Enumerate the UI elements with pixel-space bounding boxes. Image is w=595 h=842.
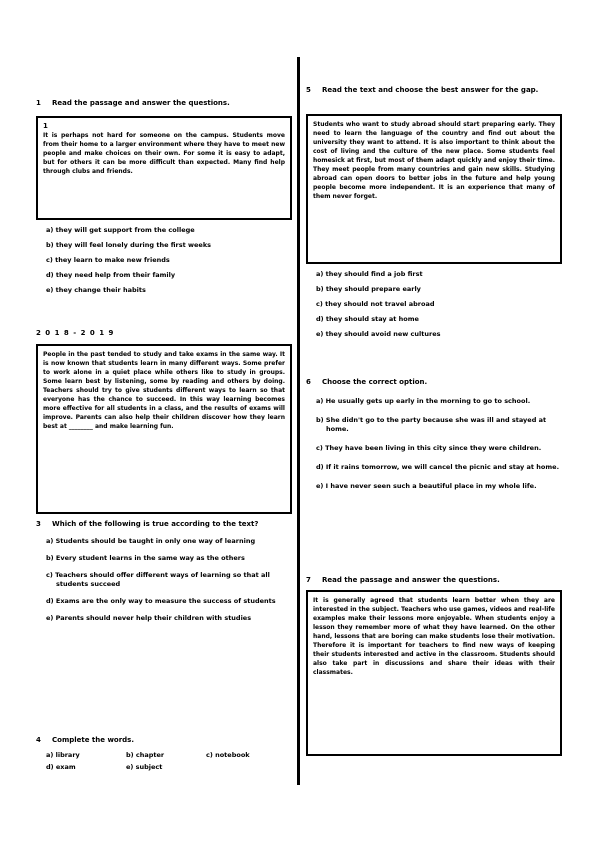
question-text: Choose the correct option.: [322, 378, 428, 386]
question-number: 6: [306, 378, 311, 386]
question-7-title: [306, 576, 562, 585]
passage-text: It is generally agreed that students learn better when they are interested in the subject. Teachers who use games, videos and real-life examples make their lessons more enjoyable. When students enjoy a lesson they remember more of what they have learned. On the other hand, lessons that are boring can make students lose their motivation. Therefore it is important for teachers to find new ways of keeping their students interested and active in the classroom. Students should also take part in discussions and share their ideas with their classmates.: [313, 597, 555, 676]
answer-option[interactable]: d) If it rains tomorrow, we will cancel the picnic and stay at home.: [316, 463, 560, 471]
passage-box: [306, 590, 562, 756]
answer-option[interactable]: b) they should prepare early: [316, 285, 421, 293]
word-item: b) chapter: [126, 751, 165, 759]
passage-box: [36, 116, 292, 220]
question-2-box: [36, 344, 292, 514]
question-3-title: [36, 520, 292, 529]
question-7-box: [306, 590, 562, 756]
question-1-box: [36, 116, 292, 295]
word-list: [46, 751, 292, 771]
answer-options: [306, 397, 562, 491]
answer-option[interactable]: b) She didn't go to the party because she was ill and stayed at home.: [316, 416, 547, 433]
answer-option[interactable]: a) they will get support from the college: [46, 226, 195, 234]
question-4-title: [36, 736, 292, 745]
answer-option[interactable]: d) they need help from their family: [46, 271, 176, 279]
answer-option[interactable]: c) they learn to make new friends: [46, 256, 170, 264]
question-text: Read the passage and answer the questions.: [322, 576, 500, 584]
question-1: [36, 99, 292, 108]
question-text: Complete the words.: [52, 736, 135, 744]
answer-option[interactable]: e) they change their habits: [46, 286, 146, 294]
question-1-title: [36, 99, 292, 108]
word-item: d) exam: [46, 763, 76, 771]
box-number: 1: [43, 122, 48, 130]
passage-text: Students who want to study abroad should start preparing early. They need to learn the language of the country and find out about the university they want to attend. It is also important to think about the cost of living and the culture of the new place. Some students feel homesick at first, but most of them adapt quickly and enjoy their time. They meet people from many countries and gain new skills. Studying abroad can open doors to better jobs in the future and help young people become more independent. It is an experience that many of them never forget.: [313, 121, 555, 200]
answer-option[interactable]: c) Teachers should offer different ways of learning so that all students succeed: [46, 571, 270, 588]
section-heading: 2 0 1 8 - 2 0 1 9: [36, 329, 115, 337]
question-5-box: [306, 114, 562, 339]
question-5: [306, 86, 562, 95]
question-text: Read the passage and answer the questions.: [52, 99, 230, 107]
passage-text: People in the past tended to study and take exams in the same way. It is now known that students learn in many different ways. Some prefer to work alone in a quiet place while others like to study in groups. Some learn best by listening, some by reading and others by doing. Teachers should try to give students different ways to learn so that everyone has the chance to succeed. In this way learning becomes more effective for all students in a class, and the results of exams will improve. Parents can also help their children discover how they learn best at ________ and make learning fun.: [43, 351, 285, 430]
question-number: 3: [36, 520, 41, 528]
answer-option[interactable]: b) they will feel lonely during the first weeks: [46, 241, 212, 249]
question-3: [36, 520, 292, 623]
question-5-title: [306, 86, 562, 95]
passage-box: [36, 344, 292, 514]
answer-option[interactable]: d) Exams are the only way to measure the success of students: [46, 597, 276, 605]
answer-options: [36, 537, 292, 623]
column-divider: [297, 57, 300, 785]
answer-option[interactable]: b) Every student learns in the same way as the others: [46, 554, 245, 562]
question-6-title: [306, 378, 562, 387]
question-number: 7: [306, 576, 311, 584]
answer-option[interactable]: a) they should find a job first: [316, 270, 423, 278]
passage-box: [306, 114, 562, 264]
question-number: 1: [36, 99, 41, 107]
answer-option[interactable]: e) they should avoid new cultures: [316, 330, 441, 338]
passage-text: It is perhaps not hard for someone on the campus. Students move from their home to a larger environment where they have to meet new people and make choices on their own. For some it is easy to adapt, but for others it can be more difficult than expected. Many find help through clubs and friends.: [43, 132, 285, 175]
answer-options: [36, 226, 292, 295]
question-6: [306, 378, 562, 491]
answer-option[interactable]: a) Students should be taught in only one way of learning: [46, 537, 256, 545]
word-item: e) subject: [126, 763, 163, 771]
word-item: c) notebook: [206, 751, 250, 759]
question-number: 4: [36, 736, 41, 744]
question-7: [306, 576, 562, 585]
word-item: a) library: [46, 751, 80, 759]
question-text: Which of the following is true according to the text?: [52, 520, 259, 528]
answer-option[interactable]: c) they should not travel abroad: [316, 300, 435, 308]
answer-option[interactable]: e) Parents should never help their children with studies: [46, 614, 252, 622]
question-2: [36, 329, 292, 338]
answer-option[interactable]: d) they should stay at home: [316, 315, 419, 323]
answer-option[interactable]: a) He usually gets up early in the morning to go to school.: [316, 397, 531, 405]
question-text: Read the text and choose the best answer for the gap.: [322, 86, 539, 94]
question-4: [36, 736, 292, 771]
answer-option[interactable]: c) They have been living in this city since they were children.: [316, 444, 542, 452]
answer-option[interactable]: e) I have never seen such a beautiful place in my whole life.: [316, 482, 537, 490]
answer-options: [306, 270, 562, 339]
question-number: 5: [306, 86, 311, 94]
